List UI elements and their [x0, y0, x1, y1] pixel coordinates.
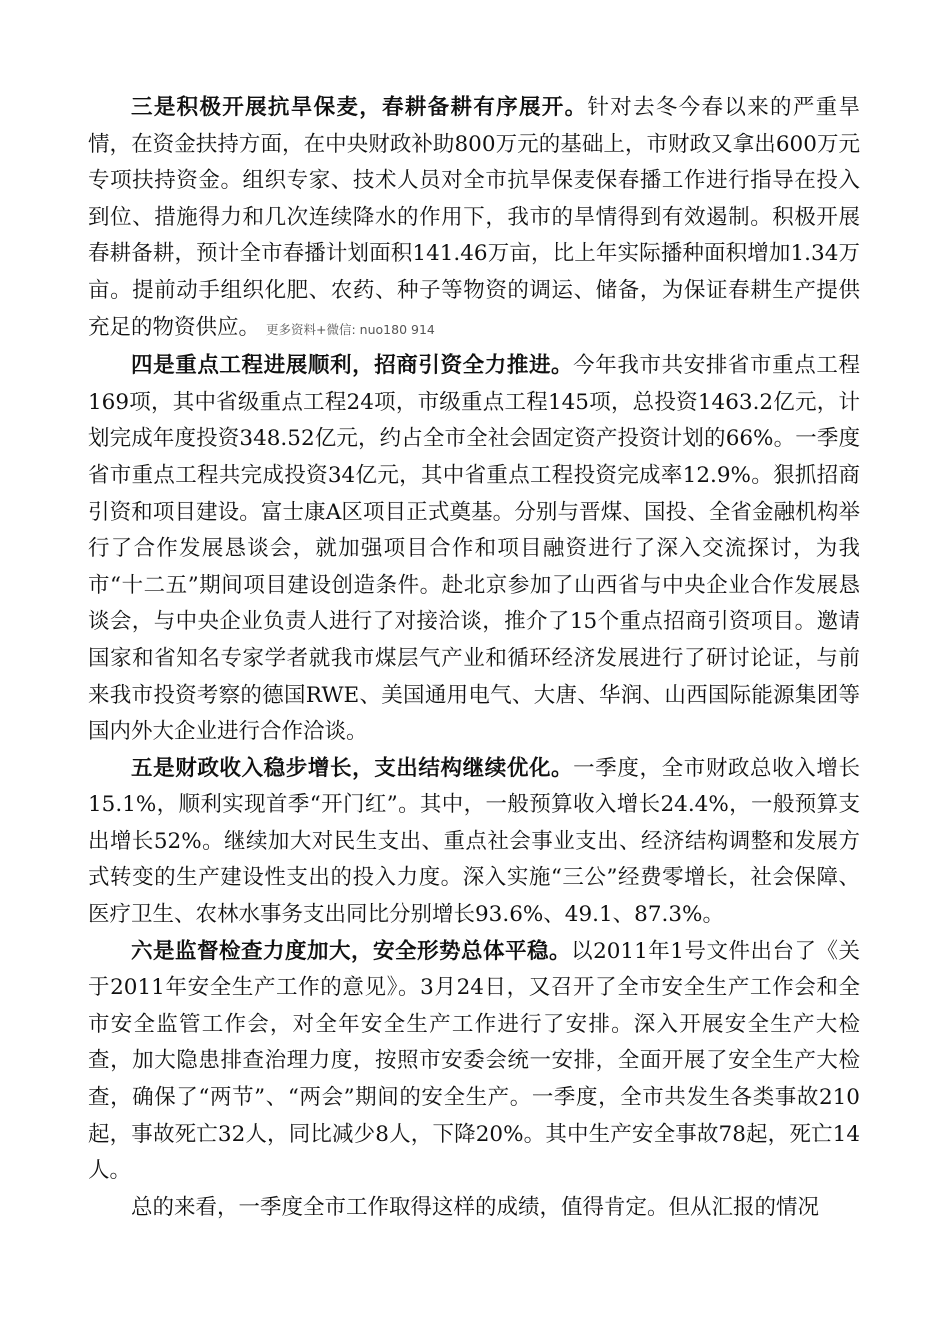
paragraph-heading: 四是重点工程进展顺利，招商引资全力推进。	[131, 353, 574, 379]
paragraph-summary	[88, 1190, 860, 1227]
paragraph-key-projects	[88, 348, 860, 751]
paragraph-heading: 五是财政收入稳步增长，支出结构继续优化。	[131, 755, 574, 781]
paragraph-text: 针对去冬今春以来的严重旱情，在资金扶持方面，在中央财政补助800万元的基础上，市财政又拿出600万元专项扶持资金。组织专家、技术人员对全市抗旱保麦保春播工作进行指导在投入到位、措施得力和几次连续降水的作用下，我市的旱情得到有效遏制。积极开展春耕备耕，预计全市春播计划面积141.46万亩，比上年实际播种面积增加1.34万亩。提前动手组织化肥、农药、种子等物资的调运、储备，为保证春耕生产提供充足的物资供应。	[88, 95, 860, 340]
paragraph-drought-relief	[88, 90, 860, 348]
paragraph-text: 一季度，全市财政总收入增长15.1%，顺利实现首季“开门红”。其中，一般预算收入增长24.4%，一般预算支出增长52%。继续加大对民生支出、重点社会事业支出、经济结构调整和发展方式转变的生产建设性支出的投入力度。深入实施“三公”经费零增长，社会保障、医疗卫生、农林水事务支出同比分别增长93.6%、49.1、87.3%。	[88, 755, 860, 928]
paragraph-heading: 三是积极开展抗旱保麦，春耕备耕有序展开。	[131, 95, 588, 120]
document-body	[88, 90, 860, 1226]
paragraph-heading: 六是监督检查力度加大，安全形势总体平稳。	[131, 938, 572, 964]
paragraph-text: 今年我市共安排省市重点工程169项，其中省级重点工程24项，市级重点工程145项，总投资1463.2亿元，计划完成年度投资348.52亿元，约占全市全社会固定资产投资计划的66%。一季度省市重点工程共完成投资34亿元，其中省重点工程投资完成率12.9%。狠抓招商引资和项目建设。富士康A区项目正式奠基。分别与晋煤、国投、全省金融机构举行了合作发展恳谈会，就加强项目合作和项目融资进行了深入交流探讨，为我市“十二五”期间项目建设创造条件。赴北京参加了山西省与中央企业合作发展恳谈会，与中央企业负责人进行了对接洽谈，推介了15个重点招商引资项目。邀请国家和省知名专家学者就我市煤层气产业和循环经济发展进行了研讨论证，与前来我市投资考察的德国RWE、美国通用电气、大唐、华润、山西国际能源集团等国内外大企业进行合作洽谈。	[88, 353, 860, 745]
paragraph-text: 总的来看，一季度全市工作取得这样的成绩，值得肯定。但从汇报的情况	[131, 1194, 820, 1220]
paragraph-safety-supervision	[88, 934, 860, 1190]
paragraph-text: 以2011年1号文件出台了《关于2011年安全生产工作的意见》。3月24日，又召开了全市安全生产工作会和全市安全监管工作会，对全年安全生产工作进行了安排。深入开展安全生产大检查，加大隐患排查治理力度，按照市安委会统一安排，全面开展了安全生产大检查，确保了“两节”、“两会”期间的安全生产。一季度，全市共发生各类事故210起，事故死亡32人，同比减少8人，下降20%。其中生产安全事故78起，死亡14人。	[88, 938, 860, 1184]
watermark-note: 更多资料+微信: nuo180 914	[266, 321, 435, 337]
paragraph-fiscal-revenue	[88, 751, 860, 934]
